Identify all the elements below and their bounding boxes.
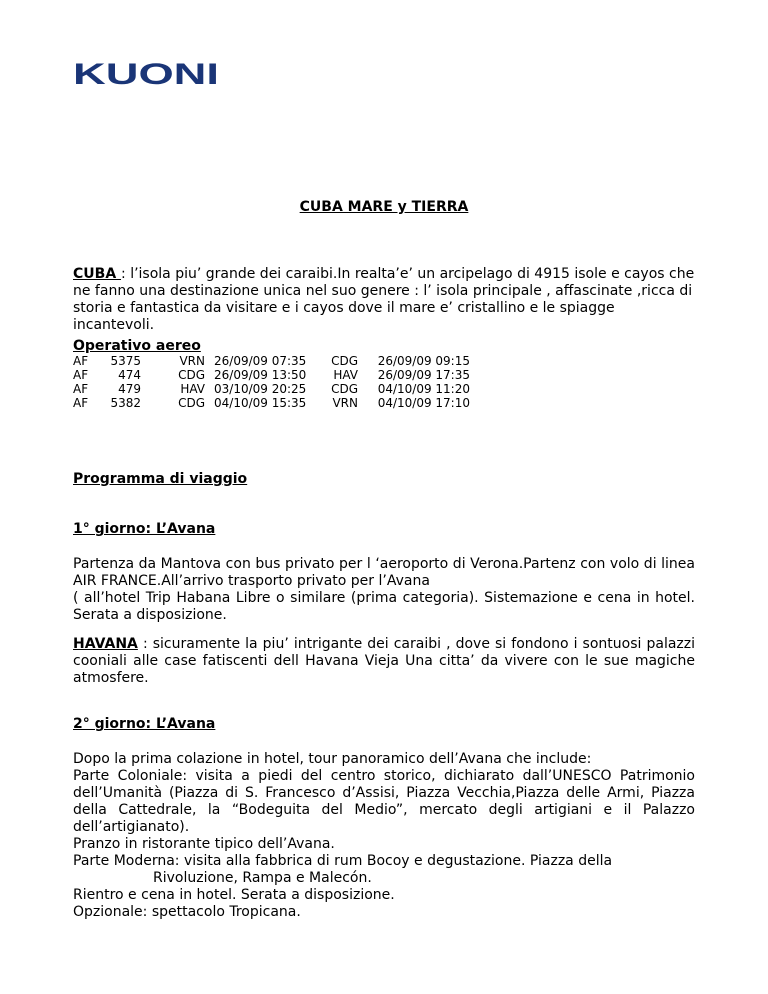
day2-line: Rientro e cena in hotel. Serata a disposizione. [73,887,395,903]
flight-destination: VRN [332,396,358,410]
intro-term: CUBA [73,266,122,282]
day1-paragraph [73,556,695,624]
flight-carrier: AF [73,382,89,396]
day2-line: Dopo la prima colazione in hotel, tour panoramico dell’Avana che include: [73,751,592,767]
day1-heading: 1° giorno: L’Avana [73,521,216,537]
flight-number: 479 [118,382,141,396]
flight-departure: 26/09/09 07:35 [214,354,307,368]
day2-line: Rivoluzione, Rampa e Malecón. [153,870,372,886]
page-title: CUBA MARE y TIERRA [299,199,469,215]
havana-paragraph [73,636,695,687]
flight-carrier: AF [73,368,89,382]
day2-line: Opzionale: spettacolo Tropicana. [73,904,301,920]
kuoni-logo [73,60,219,86]
flight-carrier: AF [73,396,89,410]
flight-carrier: AF [73,354,89,368]
day1-line-a: Partenza da Mantova con bus privato per l ‘aeroporto di Verona.Partenz con volo di linea AIR FRANCE.All’arrivo trasporto privato per l’Avana [73,556,695,589]
day2-line: Parte Moderna: visita alla fabbrica di rum Bocoy e degustazione. Piazza della [73,853,613,869]
flight-origin: CDG [178,396,205,410]
flight-destination: CDG [331,382,358,396]
flight-number: 5375 [110,354,141,368]
flight-origin: VRN [179,354,205,368]
day2-line: Pranzo in ristorante tipico dell’Avana. [73,836,335,852]
operativo-heading: Operativo aereo [73,338,201,354]
programma-heading: Programma di viaggio [73,471,248,487]
havana-term: HAVANA [73,636,138,652]
flight-arrival: 04/10/09 17:10 [377,396,470,410]
day2-paragraph [73,751,695,921]
day2-heading: 2° giorno: L’Avana [73,716,216,732]
flight-origin: HAV [180,382,205,396]
flight-arrival: 26/09/09 09:15 [377,354,470,368]
logo-text: KUONI [73,60,219,86]
intro-paragraph [73,266,695,334]
flight-destination: CDG [331,354,358,368]
flight-arrival: 04/10/09 11:20 [377,382,470,396]
flight-arrival: 26/09/09 17:35 [377,368,470,382]
flight-destination: HAV [333,368,358,382]
flight-departure: 26/09/09 13:50 [214,368,307,382]
flight-number: 474 [118,368,141,382]
intro-text: : l’isola piu’ grande dei caraibi.In realta’e’ un arcipelago di 4915 isole e cayos che ne fanno una destinazione unica nel suo genere : l’ isola principale , affascinate ,ricca di storia e fantastica da visitare e i cayos dove il mare e’ cristallino e le spiagge incantevoli. [73,266,695,333]
havana-text: : sicuramente la piu’ intrigante dei caraibi , dove si fondono i sontuosi palazzi cooniali alle case fatiscenti dell Havana Vieja Una citta’ da vivere con le sue magiche atmosfere. [73,636,695,686]
day2-line: Parte Coloniale: visita a piedi del centro storico, dichiarato dall’UNESCO Patrimonio dell’Umanità (Piazza di S. Francesco d’Assisi, Piazza Vecchia,Piazza delle Armi, Piazza della Cattedrale, la “Bodeguita del Medio”, mercato degli artigiani e il Palazzo dell’artigianato). [73,768,695,835]
flight-number: 5382 [110,396,141,410]
day1-line-b: ( all’hotel Trip Habana Libre o similare (prima categoria). Sistemazione e cena in hotel. Serata a disposizione. [73,590,695,623]
flight-departure: 03/10/09 20:25 [214,382,307,396]
flight-departure: 04/10/09 15:35 [214,396,307,410]
flight-origin: CDG [178,368,205,382]
